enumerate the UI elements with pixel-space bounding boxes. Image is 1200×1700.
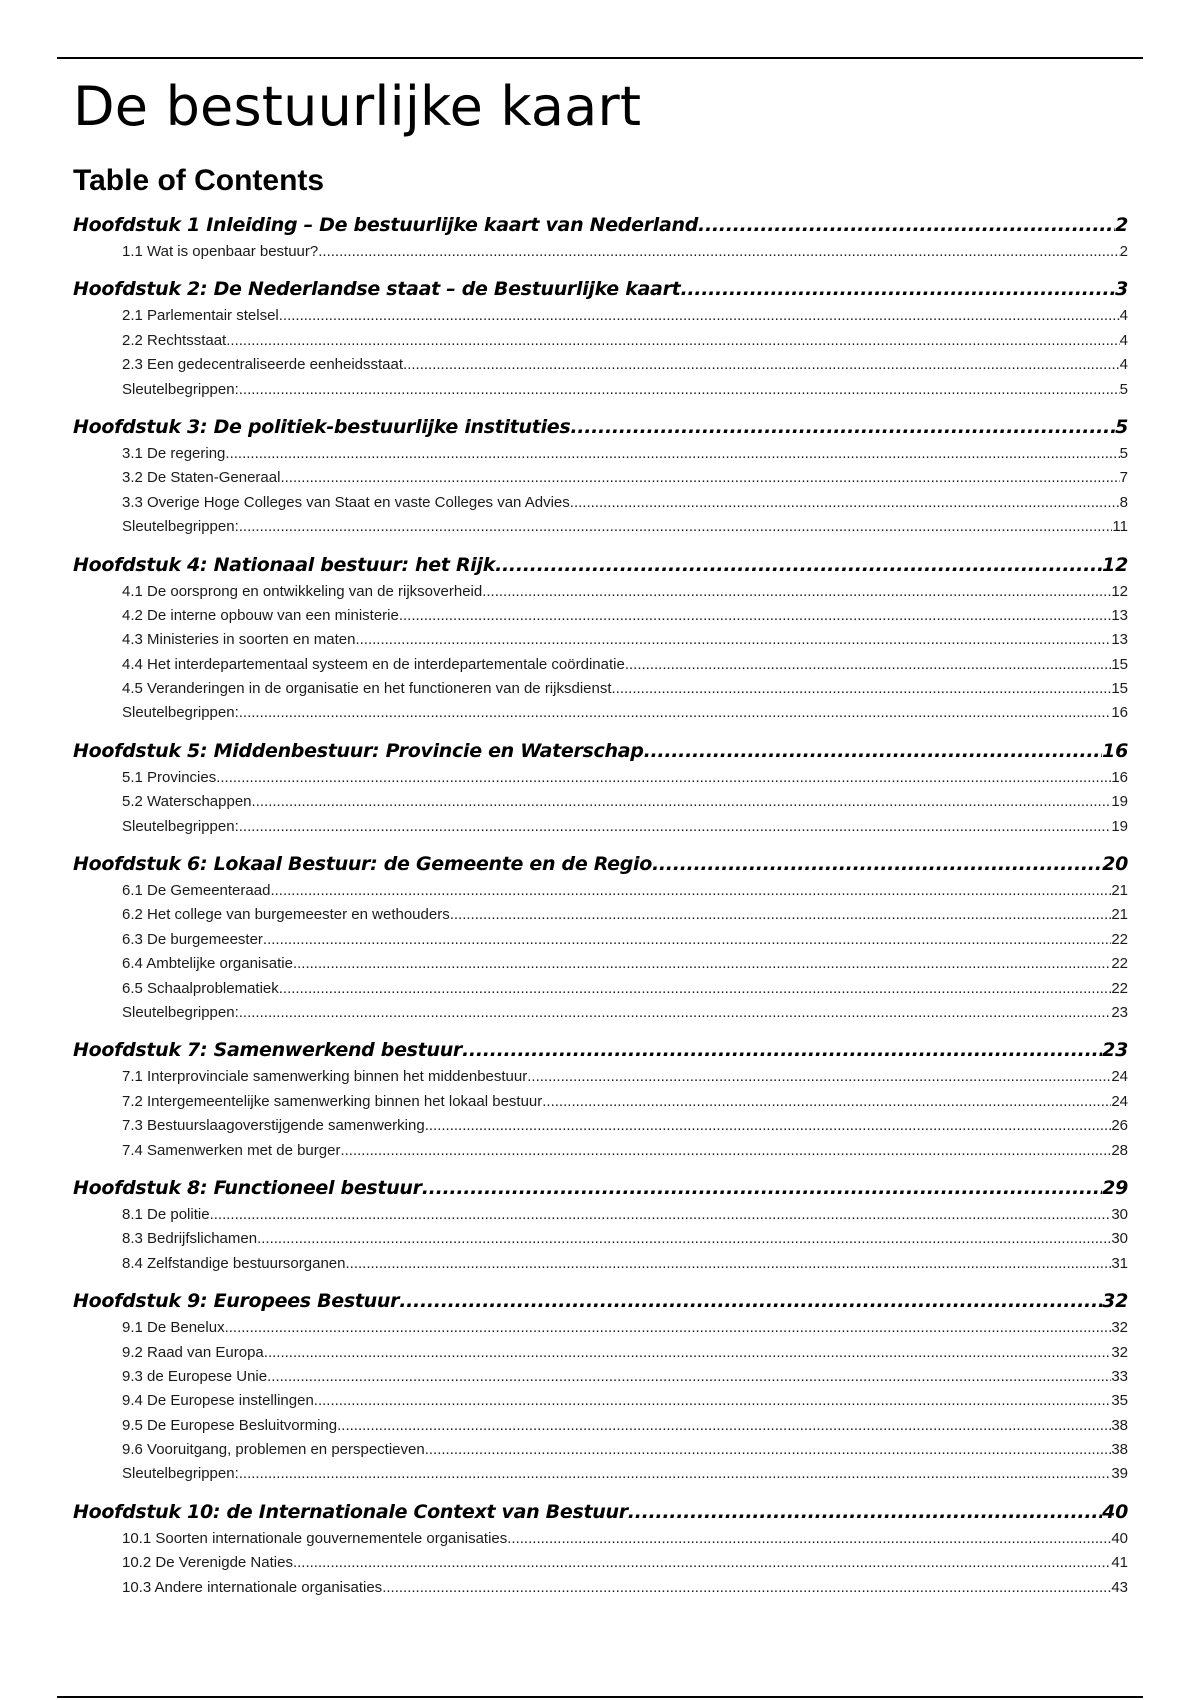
toc-section-entry[interactable] bbox=[73, 604, 1128, 628]
toc-page-number: 32 bbox=[1102, 1290, 1128, 1313]
toc-page-number: 39 bbox=[1111, 1465, 1128, 1483]
toc-page-number: 16 bbox=[1111, 704, 1128, 722]
toc-dot-leader bbox=[403, 353, 1120, 377]
toc-page-number: 21 bbox=[1111, 906, 1128, 924]
toc-page-number: 5 bbox=[1119, 444, 1128, 462]
toc-entry-label: 4.3 Ministeries in soorten en maten bbox=[122, 631, 356, 649]
toc-dot-leader bbox=[507, 1527, 1111, 1551]
toc-section-entry[interactable] bbox=[73, 329, 1128, 353]
toc-dot-leader bbox=[422, 1173, 1102, 1203]
toc-dot-leader bbox=[628, 1497, 1102, 1527]
toc-section-entry[interactable] bbox=[73, 1090, 1128, 1114]
document-title: De bestuurlijke kaart bbox=[73, 75, 642, 138]
toc-dot-leader bbox=[263, 928, 1111, 952]
toc-entry-label: Sleutelbegrippen: bbox=[122, 817, 239, 835]
toc-dot-leader bbox=[337, 1414, 1111, 1438]
toc-dot-leader bbox=[450, 903, 1112, 927]
toc-entry-label: 3.1 De regering bbox=[122, 444, 226, 462]
toc-section-entry[interactable] bbox=[73, 1527, 1128, 1551]
toc-section-entry[interactable] bbox=[73, 466, 1128, 490]
toc-page-number: 29 bbox=[1102, 1176, 1128, 1199]
toc-page-number: 7 bbox=[1119, 469, 1128, 487]
toc-dot-leader bbox=[239, 815, 1112, 839]
toc-dot-leader bbox=[252, 790, 1112, 814]
toc-dot-leader bbox=[399, 1286, 1102, 1316]
toc-dot-leader bbox=[280, 466, 1119, 490]
toc-entry-label: 9.1 De Benelux bbox=[122, 1319, 225, 1337]
toc-entry-label: 6.2 Het college van burgemeester en wethouders bbox=[122, 906, 450, 924]
toc-entry-label: Hoofdstuk 7: Samenwerkend bestuur bbox=[73, 1039, 462, 1062]
toc-page-number: 8 bbox=[1119, 493, 1128, 511]
toc-entry-label: 6.5 Schaalproblematiek bbox=[122, 979, 279, 997]
toc-page-number: 23 bbox=[1102, 1039, 1128, 1062]
toc-dot-leader bbox=[239, 701, 1112, 725]
toc-page-number: 4 bbox=[1119, 331, 1128, 349]
toc-entry-label: 8.1 De politie bbox=[122, 1205, 210, 1223]
toc-section-entry[interactable] bbox=[73, 1203, 1128, 1227]
toc-section-entry[interactable] bbox=[73, 928, 1128, 952]
toc-dot-leader bbox=[293, 1551, 1111, 1575]
toc-dot-leader bbox=[482, 580, 1111, 604]
toc-section-entry[interactable] bbox=[73, 1576, 1128, 1600]
toc-section-entry[interactable] bbox=[73, 1001, 1128, 1025]
toc-dot-leader bbox=[644, 736, 1103, 766]
toc-page-number: 24 bbox=[1111, 1092, 1128, 1110]
toc-page-number: 41 bbox=[1111, 1554, 1128, 1572]
toc-page-number: 12 bbox=[1111, 582, 1128, 600]
toc-entry-label: 7.3 Bestuurslaagoverstijgende samenwerking bbox=[122, 1117, 425, 1135]
toc-entry-label: 6.4 Ambtelijke organisatie bbox=[122, 955, 293, 973]
toc-entry-label: Sleutelbegrippen: bbox=[122, 704, 239, 722]
toc-entry-label: 4.5 Veranderingen in de organisatie en het functioneren van de rijksdienst bbox=[122, 680, 612, 698]
toc-dot-leader bbox=[225, 1316, 1112, 1340]
toc-chapter-entry[interactable] bbox=[73, 274, 1128, 304]
toc-dot-leader bbox=[680, 274, 1115, 304]
toc-dot-leader bbox=[279, 977, 1112, 1001]
toc-section-entry[interactable] bbox=[73, 1438, 1128, 1462]
toc-entry-label: Hoofdstuk 4: Nationaal bestuur: het Rijk bbox=[73, 553, 496, 576]
top-rule bbox=[57, 57, 1143, 59]
toc-section-entry[interactable] bbox=[73, 1414, 1128, 1438]
toc-section-entry[interactable] bbox=[73, 977, 1128, 1001]
toc-page-number: 31 bbox=[1111, 1254, 1128, 1272]
toc-entry-label: 7.1 Interprovinciale samenwerking binnen het middenbestuur bbox=[122, 1068, 528, 1086]
toc-dot-leader bbox=[239, 515, 1113, 539]
toc-dot-leader bbox=[239, 1001, 1112, 1025]
toc-section-entry[interactable] bbox=[73, 790, 1128, 814]
toc-entry-label: 4.2 De interne opbouw van een ministerie bbox=[122, 606, 399, 624]
toc-page-number: 43 bbox=[1111, 1578, 1128, 1596]
bottom-rule bbox=[57, 1696, 1143, 1698]
toc-section-entry[interactable] bbox=[73, 378, 1128, 402]
toc-dot-leader bbox=[399, 604, 1111, 628]
toc-page-number: 35 bbox=[1111, 1392, 1128, 1410]
toc-chapter-entry[interactable] bbox=[73, 849, 1128, 879]
toc-page-number: 38 bbox=[1111, 1416, 1128, 1434]
toc-section-entry[interactable] bbox=[73, 628, 1128, 652]
toc-dot-leader bbox=[239, 1462, 1112, 1486]
toc-dot-leader bbox=[527, 1065, 1111, 1089]
toc-page-number: 26 bbox=[1111, 1117, 1128, 1135]
toc-entry-label: 8.4 Zelfstandige bestuursorganen bbox=[122, 1254, 346, 1272]
toc-chapter-entry[interactable] bbox=[73, 210, 1128, 240]
toc-entry-label: 10.2 De Verenigde Naties bbox=[122, 1554, 293, 1572]
toc-page-number: 21 bbox=[1111, 882, 1128, 900]
toc-page-number: 16 bbox=[1102, 739, 1128, 762]
toc-page-number: 32 bbox=[1111, 1343, 1128, 1361]
toc-dot-leader bbox=[226, 329, 1119, 353]
toc-entry-label: 9.2 Raad van Europa bbox=[122, 1343, 264, 1361]
toc-page-number: 15 bbox=[1111, 655, 1128, 673]
toc-dot-leader bbox=[257, 1227, 1111, 1251]
toc-heading: Table of Contents bbox=[73, 164, 325, 197]
toc-page-number: 4 bbox=[1119, 356, 1128, 374]
toc-chapter-entry[interactable] bbox=[73, 1497, 1128, 1527]
toc-entry-label: 9.6 Vooruitgang, problemen en perspectieven bbox=[122, 1441, 425, 1459]
toc-dot-leader bbox=[355, 628, 1111, 652]
toc-entry-label: 10.1 Soorten internationale gouvernementele organisaties bbox=[122, 1529, 508, 1547]
toc-dot-leader bbox=[425, 1438, 1112, 1462]
toc-entry-label: Sleutelbegrippen: bbox=[122, 1003, 239, 1021]
toc-entry-label: 8.3 Bedrijfslichamen bbox=[122, 1230, 258, 1248]
toc-dot-leader bbox=[652, 849, 1102, 879]
toc-section-entry[interactable] bbox=[73, 1462, 1128, 1486]
toc-entry-label: 9.3 de Europese Unie bbox=[122, 1367, 268, 1385]
toc-entry-label: Hoofdstuk 8: Functioneel bestuur bbox=[73, 1176, 422, 1199]
toc-dot-leader bbox=[210, 1203, 1112, 1227]
toc-section-entry[interactable] bbox=[73, 515, 1128, 539]
toc-section-entry[interactable] bbox=[73, 815, 1128, 839]
toc-page-number: 19 bbox=[1111, 817, 1128, 835]
toc-section-entry[interactable] bbox=[73, 1551, 1128, 1575]
toc-entry-label: 3.2 De Staten-Generaal bbox=[122, 469, 281, 487]
toc-page-number: 19 bbox=[1111, 793, 1128, 811]
toc-page-number: 40 bbox=[1102, 1500, 1128, 1523]
toc-section-entry[interactable] bbox=[73, 903, 1128, 927]
toc-chapter-entry[interactable] bbox=[73, 1173, 1128, 1203]
toc-dot-leader bbox=[625, 653, 1112, 677]
toc-dot-leader bbox=[264, 1341, 1112, 1365]
toc-entry-label: Hoofdstuk 1 Inleiding – De bestuurlijke kaart van Nederland bbox=[73, 214, 699, 236]
toc-section-entry[interactable] bbox=[73, 1139, 1128, 1163]
toc-page-number: 33 bbox=[1111, 1367, 1128, 1385]
toc-entry-label: Hoofdstuk 2: De Nederlandse staat – de Bestuurlijke kaart bbox=[73, 278, 681, 301]
toc-entry-label: 5.1 Provincies bbox=[122, 768, 217, 786]
toc-dot-leader bbox=[570, 412, 1115, 442]
toc-entry-label: 9.4 De Europese instellingen bbox=[122, 1392, 314, 1410]
toc-entry-label: 4.4 Het interdepartementaal systeem en de interdepartementale coördinatie bbox=[122, 655, 625, 673]
toc-section-entry[interactable] bbox=[73, 1065, 1128, 1089]
toc-dot-leader bbox=[698, 210, 1115, 240]
toc-entry-label: Sleutelbegrippen: bbox=[122, 380, 239, 398]
toc-entry-label: 7.4 Samenwerken met de burger bbox=[122, 1141, 341, 1159]
toc-section-entry[interactable] bbox=[73, 304, 1128, 328]
toc-entry-label: 3.3 Overige Hoge Colleges van Staat en vaste Colleges van Advies bbox=[122, 493, 570, 511]
toc-page-number: 16 bbox=[1111, 768, 1128, 786]
toc-dot-leader bbox=[318, 240, 1119, 264]
toc-dot-leader bbox=[314, 1389, 1112, 1413]
toc-entry-label: 1.1 Wat is openbaar bestuur? bbox=[122, 243, 319, 260]
toc-dot-leader bbox=[425, 1114, 1112, 1138]
toc-dot-leader bbox=[279, 304, 1120, 328]
toc-dot-leader bbox=[225, 442, 1119, 466]
toc-section-entry[interactable] bbox=[73, 580, 1128, 604]
toc-page-number: 23 bbox=[1111, 1003, 1128, 1021]
toc-entry-label: Hoofdstuk 6: Lokaal Bestuur: de Gemeente en de Regio bbox=[73, 853, 652, 876]
toc-entry-label: Hoofdstuk 10: de Internationale Context van Bestuur bbox=[73, 1500, 628, 1523]
toc-dot-leader bbox=[293, 952, 1111, 976]
toc-entry-label: 4.1 De oorsprong en ontwikkeling van de rijksoverheid bbox=[122, 582, 483, 600]
toc-section-entry[interactable] bbox=[73, 1341, 1128, 1365]
toc-page-number: 5 bbox=[1119, 380, 1128, 398]
toc-dot-leader bbox=[495, 550, 1102, 580]
toc-section-entry[interactable] bbox=[73, 1227, 1128, 1251]
toc-dot-leader bbox=[612, 677, 1112, 701]
toc-section-entry[interactable] bbox=[73, 1365, 1128, 1389]
toc-section-entry[interactable] bbox=[73, 353, 1128, 377]
toc-page-number: 3 bbox=[1115, 278, 1128, 301]
toc-page-number: 24 bbox=[1111, 1068, 1128, 1086]
toc-dot-leader bbox=[542, 1090, 1111, 1114]
toc-entry-label: 10.3 Andere internationale organisaties bbox=[122, 1578, 383, 1596]
toc-dot-leader bbox=[462, 1035, 1102, 1065]
toc-page-number: 28 bbox=[1111, 1141, 1128, 1159]
toc-entry-label: 6.3 De burgemeester bbox=[122, 930, 263, 948]
toc-entry-label: Hoofdstuk 5: Middenbestuur: Provincie en Waterschap bbox=[73, 739, 644, 762]
toc-page-number: 5 bbox=[1115, 415, 1128, 438]
toc-section-entry[interactable] bbox=[73, 952, 1128, 976]
toc-chapter-entry[interactable] bbox=[73, 1035, 1128, 1065]
toc-section-entry[interactable] bbox=[73, 1389, 1128, 1413]
toc-dot-leader bbox=[570, 491, 1120, 515]
toc-page-number: 20 bbox=[1102, 853, 1128, 876]
toc-page-number: 40 bbox=[1111, 1529, 1128, 1547]
toc-entry-label: Hoofdstuk 9: Europees Bestuur bbox=[73, 1290, 400, 1313]
toc-chapter-entry[interactable] bbox=[73, 736, 1128, 766]
toc-entry-label: 2.3 Een gedecentraliseerde eenheidsstaat bbox=[122, 356, 404, 374]
toc-entry-label: 6.1 De Gemeenteraad bbox=[122, 882, 271, 900]
toc-dot-leader bbox=[270, 879, 1111, 903]
toc-page-number: 13 bbox=[1111, 606, 1128, 624]
toc-section-entry[interactable] bbox=[73, 240, 1128, 264]
table-of-contents bbox=[73, 210, 1128, 1600]
toc-entry-label: Sleutelbegrippen: bbox=[122, 518, 239, 536]
toc-dot-leader bbox=[216, 766, 1111, 790]
toc-page-number: 4 bbox=[1119, 307, 1128, 325]
toc-section-entry[interactable] bbox=[73, 491, 1128, 515]
toc-page-number: 22 bbox=[1111, 979, 1128, 997]
toc-chapter-entry[interactable] bbox=[73, 550, 1128, 580]
toc-dot-leader bbox=[382, 1576, 1111, 1600]
toc-entry-label: 9.5 De Europese Besluitvorming bbox=[122, 1416, 338, 1434]
toc-section-entry[interactable] bbox=[73, 766, 1128, 790]
toc-entry-label: Sleutelbegrippen: bbox=[122, 1465, 239, 1483]
toc-section-entry[interactable] bbox=[73, 442, 1128, 466]
toc-entry-label: 7.2 Intergemeentelijke samenwerking binnen het lokaal bestuur bbox=[122, 1092, 543, 1110]
toc-entry-label: 5.2 Waterschappen bbox=[122, 793, 252, 811]
toc-page-number: 2 bbox=[1115, 214, 1128, 236]
toc-dot-leader bbox=[345, 1252, 1111, 1276]
toc-page-number: 11 bbox=[1112, 518, 1128, 536]
toc-page-number: 2 bbox=[1119, 243, 1128, 260]
toc-entry-label: Hoofdstuk 3: De politiek-bestuurlijke instituties bbox=[73, 415, 571, 438]
toc-page-number: 30 bbox=[1111, 1205, 1128, 1223]
toc-section-entry[interactable] bbox=[73, 701, 1128, 725]
toc-section-entry[interactable] bbox=[73, 653, 1128, 677]
toc-chapter-entry[interactable] bbox=[73, 1286, 1128, 1316]
toc-dot-leader bbox=[239, 378, 1120, 402]
toc-section-entry[interactable] bbox=[73, 1316, 1128, 1340]
toc-page-number: 12 bbox=[1102, 553, 1128, 576]
toc-page-number: 32 bbox=[1111, 1319, 1128, 1337]
toc-page-number: 15 bbox=[1111, 680, 1128, 698]
toc-page-number: 13 bbox=[1111, 631, 1128, 649]
toc-entry-label: 2.2 Rechtsstaat bbox=[122, 331, 227, 349]
toc-entry-label: 2.1 Parlementair stelsel bbox=[122, 307, 279, 325]
toc-section-entry[interactable] bbox=[73, 879, 1128, 903]
toc-page-number: 22 bbox=[1111, 955, 1128, 973]
toc-page-number: 38 bbox=[1111, 1441, 1128, 1459]
toc-page-number: 30 bbox=[1111, 1230, 1128, 1248]
toc-section-entry[interactable] bbox=[73, 1252, 1128, 1276]
toc-chapter-entry[interactable] bbox=[73, 412, 1128, 442]
toc-page-number: 22 bbox=[1111, 930, 1128, 948]
toc-dot-leader bbox=[267, 1365, 1111, 1389]
toc-section-entry[interactable] bbox=[73, 677, 1128, 701]
toc-dot-leader bbox=[340, 1139, 1111, 1163]
toc-section-entry[interactable] bbox=[73, 1114, 1128, 1138]
